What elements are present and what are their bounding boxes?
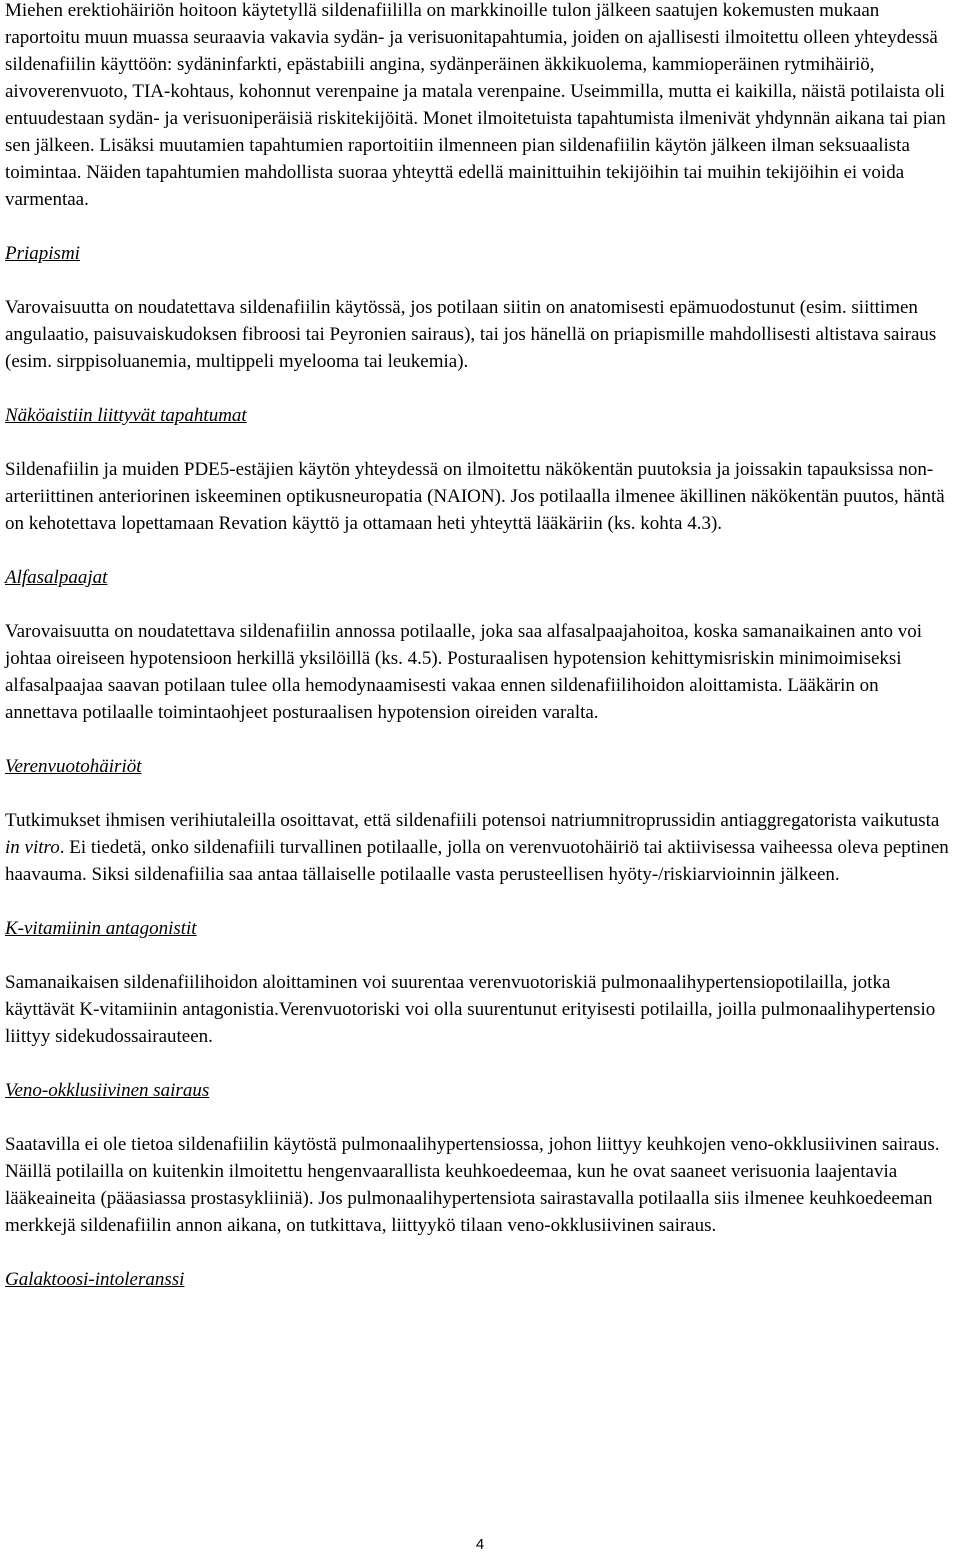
intro-paragraph: Miehen erektiohäiriön hoitoon käytetyllä sildenafiililla on markkinoille tulon jälkeen saatujen kokemusten mukaan raportoitu muun muassa seuraavia vakavia sydän- ja verisuonitapahtumia, joiden on ajallisesti ilmoitettu olleen yhteydessä sildenafiilin käyttöön: sydäninfarkti, epästabiili angina, sydänperäinen äkkikuolema, kammioperäinen rytmihäiriö, aivoverenvuoto, TIA-kohtaus, kohonnut verenpaine ja matala verenpaine. Useimmilla, mutta ei kaikilla, näistä potilaista oli entuudestaan sydän- ja verisuoniperäisiä riskitekijöitä. Monet ilmoitetuista tapahtumista ilmenivät yhdynnän aikana tai pian sen jälkeen. Lisäksi muutamien tapahtumien raportoitiin ilmenneen pian sildenafiilin käytön jälkeen ilman seksuaalista toimintaa. Näiden tapahtumien mahdollista suoraa yhteyttä edellä mainittuihin tekijöihin tai muihin tekijöihin ei voida varmentaa.: [5, 0, 946, 210]
document-body: [5, 0, 955, 1293]
heading-galaktoosi: Galaktoosi-intoleranssi: [5, 1269, 185, 1290]
paragraph-nakoaisti: Sildenafiilin ja muiden PDE5-estäjien käytön yhteydessä on ilmoitettu näkökentän puutoksia ja joissakin tapauksissa non-arteriittinen anteriorinen iskeeminen optikusneuropatia (NAION). Jos potilaalla ilmenee äkillinen näkökentän puutos, häntä on kehotettava lopettamaan Revation käyttö ja ottamaan heti yhteyttä lääkäriin (ks. kohta 4.3).: [5, 459, 945, 534]
paragraph-priapismi: Varovaisuutta on noudatettava sildenafiilin käytössä, jos potilaan siitin on anatomisesti epämuodostunut (esim. siittimen angulaatio, paisuvaiskudoksen fibroosi tai Peyronien sairaus), tai jos hänellä on priapismille mahdollisesti altistava sairaus (esim. sirppisoluanemia, multippeli myelooma tai leukemia).: [5, 297, 937, 372]
heading-verenvuotohairiot: Verenvuotohäiriöt: [5, 756, 142, 777]
paragraph-verenvuotohairiot-part2: . Ei tiedetä, onko sildenafiili turvallinen potilaalle, jolla on verenvuotohäiriö tai aktiivisessa vaiheessa oleva peptinen haavauma. Siksi sildenafiilia saa antaa tällaiselle potilaalle vasta perusteellisen hyöty-/riskiarvioinnin jälkeen.: [5, 837, 949, 885]
heading-veno-okklusiivinen: Veno-okklusiivinen sairaus: [5, 1080, 210, 1101]
heading-k-vitamiini: K-vitamiinin antagonistit: [5, 918, 197, 939]
paragraph-k-vitamiini: Samanaikaisen sildenafiilihoidon aloittaminen voi suurentaa verenvuotoriskiä pulmonaalihypertensiopotilailla, jotka käyttävät K-vitamiinin antagonistia.Verenvuotoriski voi olla suurentunut erityisesti potilailla, joilla pulmonaalihypertensio liittyy sidekudossairauteen.: [5, 972, 936, 1047]
page-number: 4: [475, 1536, 485, 1553]
in-vitro-italic: in vitro: [5, 837, 60, 858]
paragraph-verenvuotohairiot: [5, 807, 955, 888]
paragraph-verenvuotohairiot-part1: Tutkimukset ihmisen verihiutaleilla osoittavat, että sildenafiili potensoi natriumnitroprussidin antiaggregatorista vaikutusta: [5, 810, 940, 831]
paragraph-alfasalpaajat: Varovaisuutta on noudatettava sildenafiilin annossa potilaalle, joka saa alfasalpaajahoitoa, koska samanaikainen anto voi johtaa oireiseen hypotensioon herkillä yksilöillä (ks. 4.5). Posturaalisen hypotension kehittymisriskin minimoimiseksi alfasalpaajaa saavan potilaan tulee olla hemodynaamisesti vakaa ennen sildenafiilihoidon aloittamista. Lääkärin on annettava potilaalle toimintaohjeet posturaalisen hypotension oireiden varalta.: [5, 621, 922, 723]
paragraph-veno-okklusiivinen: Saatavilla ei ole tietoa sildenafiilin käytöstä pulmonaalihypertensiossa, johon liittyy keuhkojen veno-okklusiivinen sairaus. Näillä potilailla on kuitenkin ilmoitettu hengenvaarallista keuhkoedeemaa, kun he ovat saaneet verisuonia laajentavia lääkeaineita (pääasiassa prostasykliiniä). Jos pulmonaalihypertensiota sairastavalla potilaalla siis ilmenee keuhkoedeeman merkkejä sildenafiilin annon aikana, on tutkittava, liittyykö tilaan veno-okklusiivinen sairaus.: [5, 1134, 940, 1236]
heading-nakoaisti: Näköaistiin liittyvät tapahtumat: [5, 405, 247, 426]
heading-priapismi: Priapismi: [5, 243, 80, 264]
heading-alfasalpaajat: Alfasalpaajat: [5, 567, 108, 588]
